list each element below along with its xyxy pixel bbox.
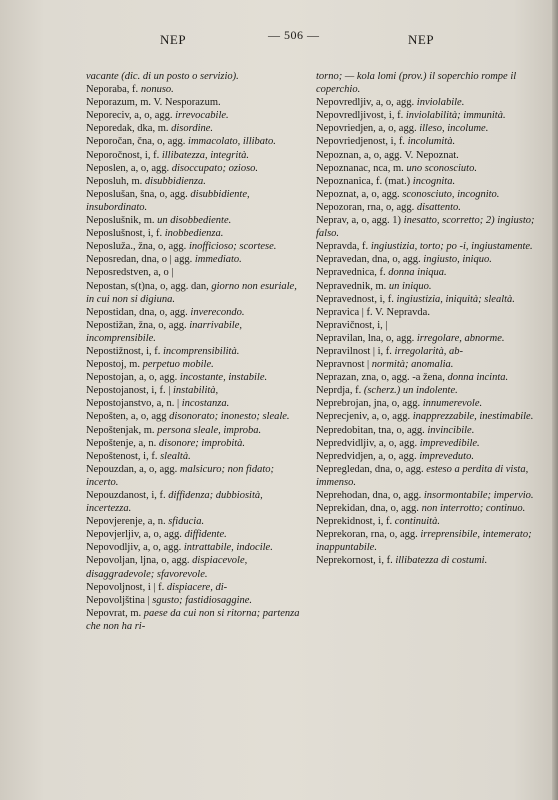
entry-headword: Neposlen, a, o, agg. — [86, 162, 170, 174]
entry-headword: Nepravednica, f. — [316, 267, 386, 279]
dictionary-entry — [86, 188, 300, 214]
entry-translation: continuità. — [394, 516, 440, 528]
entry-headword: Neprebrojan, jna, o, agg. — [316, 398, 421, 410]
entry-translation: diffidente. — [184, 529, 227, 541]
entry-headword: Nepovredljiv, a, o, agg. — [316, 97, 415, 109]
dictionary-entry — [316, 253, 538, 266]
entry-translation: donna incinta. — [447, 372, 509, 384]
dictionary-entry — [86, 227, 300, 240]
entry-translation: malsicuro; non fidato; incerto. — [86, 463, 274, 488]
entry-translation: dispiacere, di- — [166, 581, 228, 593]
dictionary-entry — [316, 162, 538, 175]
entry-translation: inobbedienza. — [164, 228, 224, 240]
entry-headword: Neporazum, m. V. Nesporazum. — [86, 97, 221, 109]
entry-headword: Nepravednik, m. — [316, 280, 387, 292]
entry-headword: Neprekidan, dna, o, agg. — [316, 503, 419, 515]
dictionary-entry — [86, 214, 300, 227]
entry-translation: irreprensibile, intemerato; inappuntabile. — [316, 529, 532, 554]
entry-headword: Neposredan, dna, o | agg. — [86, 254, 193, 266]
entry-translation: donna iniqua. — [388, 267, 447, 279]
dictionary-entry — [316, 188, 538, 201]
dictionary-entry — [316, 201, 538, 214]
dictionary-entry — [316, 319, 538, 332]
entry-translation: inofficioso; scortese. — [188, 241, 277, 253]
entry-translation: esteso a perdita di vista, immenso. — [316, 463, 529, 488]
dictionary-entry — [316, 293, 538, 306]
dictionary-entry — [86, 280, 300, 306]
dictionary-entry — [86, 109, 300, 122]
entry-grammar: f. V. Nepravda. — [366, 306, 430, 318]
entry-translation: torno; — kola lomi (prov.) il soperchio rompe il coperchio. — [316, 71, 517, 96]
dictionary-entry — [316, 306, 538, 319]
entry-headword: Nepovoljan, ljna, o, agg. — [86, 555, 190, 567]
entry-headword: Nepravedan, dna, o, agg. — [316, 254, 421, 266]
dictionary-entry — [86, 450, 300, 463]
entry-translation: persona sleale, improba. — [157, 424, 262, 436]
dictionary-entry — [316, 96, 538, 109]
entry-translation: un disobbediente. — [157, 215, 232, 227]
dictionary-entry — [316, 214, 538, 240]
dictionary-entry — [86, 122, 300, 135]
entry-headword: Nepoštenjak, m. — [86, 424, 155, 436]
entry-translation: perpetuo mobile. — [142, 359, 214, 371]
entry-translation: normità; anomalia. — [371, 359, 454, 371]
entry-translation: (scherz.) un indolente. — [363, 385, 458, 397]
entry-headword: Neposluža., žna, o, agg. — [86, 241, 187, 253]
dictionary-entry — [316, 450, 538, 463]
entry-translation: giorno non esuriale, in cui non si digiuna. — [86, 280, 297, 305]
dictionary-entry — [86, 345, 300, 358]
entry-translation: vacante (dic. di un posto o servizio). — [86, 71, 239, 82]
dictionary-entry — [86, 541, 300, 554]
entry-translation: imprevedibile. — [419, 437, 480, 449]
entry-headword: Nepravda, f. — [316, 241, 369, 253]
dictionary-entry — [86, 135, 300, 148]
entry-headword: Nepozoran, rna, o, agg. — [316, 201, 415, 213]
dictionary-entry — [316, 266, 538, 279]
header-right-guideword: NEP — [408, 32, 435, 47]
entry-headword: Nepostojanost, i, f. | — [86, 385, 171, 397]
entry-headword: Nepoznanica, f. (mat.) — [316, 175, 411, 187]
page-edge-shadow — [552, 0, 558, 800]
entry-headword: Neposluh, m. — [86, 175, 143, 187]
entry-translation: slealtà. — [160, 450, 191, 462]
dictionary-entry — [86, 463, 300, 489]
dictionary-entry — [86, 410, 300, 423]
entry-headword: Nepravičnost, i, | — [316, 319, 388, 331]
entry-headword: Nepostojan, a, o, agg. — [86, 372, 178, 384]
entry-headword: Nepredvidjen, a, o, agg. — [316, 450, 417, 462]
entry-headword: Nepovjerenje, a, n. — [86, 516, 166, 528]
entry-headword: Nepoznat, a, o, agg. — [316, 188, 400, 200]
dictionary-entry — [86, 96, 300, 109]
entry-translation: inarrivabile, incomprensibile. — [86, 319, 243, 344]
dictionary-entry — [86, 306, 300, 319]
dictionary-entry — [316, 397, 538, 410]
entry-translation: instabilità, — [172, 385, 219, 397]
entry-translation: irregolare, abnorme. — [416, 332, 505, 344]
entry-headword: Neporedak, dka, m. — [86, 123, 169, 135]
entry-translation: disubbidienza. — [144, 175, 206, 187]
entry-headword: Neposredstven, a, o | — [86, 267, 174, 279]
entry-translation: illibatezza, integrità. — [161, 149, 250, 161]
entry-translation: invincibile. — [427, 424, 475, 436]
entry-headword: Nepredvidljiv, a, o, agg. — [316, 437, 418, 449]
entry-translation: disubbidiente, insubordinato. — [86, 188, 250, 213]
entry-headword: Nepostan, s(t)na, o, agg. dan, — [86, 280, 209, 292]
entry-translation: ingiustizia, iniquità; slealtà. — [396, 293, 515, 305]
entry-headword: Neposlušnost, i, f. — [86, 228, 163, 240]
entry-headword: Nepošten, a, o, agg — [86, 411, 167, 423]
dictionary-entry — [86, 240, 300, 253]
entry-translation: disonore; improbità. — [158, 437, 246, 449]
entry-translation: innumerevole. — [422, 398, 483, 410]
page-number: — 506 — — [268, 28, 320, 42]
dictionary-entry — [86, 528, 300, 541]
entry-headword: Neprekoran, rna, o, agg. — [316, 529, 418, 541]
entry-translation: illibatezza di costumi. — [395, 555, 488, 567]
dictionary-entry — [86, 384, 300, 397]
entry-headword: Nepoznanac, nca, m. — [316, 162, 404, 174]
entry-translation: paese da cui non si ritorna; partenza che non ha ri- — [86, 607, 300, 632]
dictionary-entry — [316, 122, 538, 135]
entry-headword: Nepovredljivost, i, f. — [316, 110, 404, 122]
dictionary-entry — [86, 554, 300, 580]
dictionary-entry — [86, 358, 300, 371]
entry-translation: disoccupato; ozioso. — [171, 162, 259, 174]
entry-headword: Nepovoljnost, i | — [86, 581, 156, 593]
entry-headword: Nepovrat, m. — [86, 607, 142, 619]
entry-headword: Neprekornost, i, f. — [316, 555, 393, 567]
entry-translation: non interrotto; continuo. — [421, 503, 526, 515]
entry-translation: inviolabile. — [416, 97, 465, 109]
entry-translation: nonuso. — [140, 84, 174, 96]
entry-translation: intrattabile, indocile. — [183, 542, 273, 554]
entry-headword: Neprav, a, o, agg. 1) — [316, 215, 402, 227]
dictionary-entry — [316, 358, 538, 371]
dictionary-entry — [316, 463, 538, 489]
entry-headword: Neposlušan, šna, o, agg. — [86, 188, 188, 200]
entry-headword: Nepostidan, dna, o, agg. — [86, 306, 188, 318]
entry-headword: Neprdja, f. — [316, 385, 362, 397]
dictionary-entry — [86, 607, 300, 633]
dictionary-entry — [316, 70, 538, 96]
entry-translation: un iniquo. — [388, 280, 432, 292]
dictionary-entry — [86, 162, 300, 175]
entry-headword: Nepredobitan, tna, o, agg. — [316, 424, 425, 436]
entry-headword: Nepoštenje, a, n. — [86, 437, 157, 449]
dictionary-entry — [316, 175, 538, 188]
dictionary-entry — [316, 149, 538, 162]
dictionary-entry — [86, 70, 300, 83]
entry-translation: dispiacevole, disaggradevole; sfavorevole. — [86, 555, 248, 580]
entry-headword: Nepravica | — [316, 306, 364, 318]
dictionary-entry — [86, 424, 300, 437]
dictionary-entry — [86, 83, 300, 96]
entry-translation: ingiusto, iniquo. — [423, 254, 492, 266]
entry-translation: sfiducia. — [168, 516, 205, 528]
entry-headword: Nepravilnost | i, f. — [316, 345, 392, 357]
entry-translation: incostanza. — [181, 398, 230, 410]
dictionary-entry — [86, 437, 300, 450]
entry-translation: inapprezzabile, inestimabile. — [412, 411, 534, 423]
entry-headword: Neprehodan, dna, o, agg. — [316, 490, 422, 501]
entry-translation: irregolarità, ab- — [394, 345, 463, 357]
entry-headword: Nepouzdanost, i, f. — [86, 490, 166, 501]
entry-headword: Nepovriedjen, a, o, agg. — [316, 123, 417, 135]
entry-translation: immediato. — [194, 254, 242, 266]
entry-translation: sgusto; fastidiosaggine. — [152, 594, 253, 606]
entry-headword: Nepravilan, lna, o, agg. — [316, 332, 415, 344]
entry-headword: Nepouzdan, a, o, agg. — [86, 463, 178, 475]
entry-headword: Neprazan, zna, o, agg. -a žena, — [316, 372, 445, 384]
entry-headword: Neporočnost, i, f. — [86, 149, 160, 161]
entry-headword: Nepravednost, i, f. — [316, 293, 394, 305]
entry-translation: diffidenza; dubbiosità, incertezza. — [86, 490, 263, 515]
dictionary-entry — [316, 502, 538, 515]
entry-headword: Nepostoj, m. — [86, 359, 140, 371]
dictionary-entry — [316, 384, 538, 397]
entry-headword: Nepovodljiv, a, o, agg. — [86, 542, 182, 554]
entry-headword: Neporočan, čna, o, agg. — [86, 136, 186, 148]
dictionary-entry — [86, 149, 300, 162]
entry-grammar: f. — [158, 581, 165, 593]
entry-headword: Neprecjeniv, a, o, agg. — [316, 411, 411, 423]
entry-headword: Nepostojanstvo, a, n. | — [86, 398, 180, 410]
dictionary-entry — [316, 424, 538, 437]
entry-translation: irrevocabile. — [175, 110, 229, 122]
dictionary-entry — [316, 345, 538, 358]
dictionary-entry — [86, 371, 300, 384]
dictionary-entry — [316, 489, 538, 502]
dictionary-entry — [316, 410, 538, 423]
entry-headword: Neposlušnik, m. — [86, 215, 155, 227]
entry-headword: Nepoštenost, i, f. — [86, 450, 158, 462]
dictionary-entry — [316, 371, 538, 384]
dictionary-entry — [86, 175, 300, 188]
dictionary-entry — [316, 280, 538, 293]
header-left-guideword: NEP — [160, 32, 187, 47]
entry-headword: Nepovjerljiv, a, o, agg. — [86, 529, 182, 541]
dictionary-entry — [86, 319, 300, 345]
dictionary-entry — [86, 515, 300, 528]
dictionary-entry — [316, 109, 538, 122]
entry-headword: Nepostižnost, i, f. — [86, 345, 161, 357]
right-column — [316, 70, 538, 568]
entry-translation: incolumità. — [407, 136, 456, 148]
entry-translation: impreveduto. — [419, 450, 474, 462]
entry-headword: Nepregledan, dna, o, agg. — [316, 463, 424, 475]
entry-translation: ingiustizia, torto; po -i, ingiustamente. — [370, 241, 533, 253]
dictionary-entry — [316, 240, 538, 253]
entry-headword: Nepovoljština | — [86, 594, 150, 606]
dictionary-entry — [316, 135, 538, 148]
dictionary-entry — [86, 594, 300, 607]
dictionary-entry — [86, 581, 300, 594]
dictionary-entry — [86, 489, 300, 515]
left-column — [86, 70, 300, 633]
dictionary-entry — [316, 515, 538, 528]
entry-headword: Neporeciv, a, o, agg. — [86, 110, 173, 122]
entry-translation: disordine. — [171, 123, 214, 135]
dictionary-entry — [86, 253, 300, 266]
entry-translation: inviolabilità; immunità. — [405, 110, 506, 122]
entry-translation: insormontabile; impervio. — [423, 490, 534, 501]
entry-translation: uno sconosciuto. — [406, 162, 477, 174]
dictionary-entry — [316, 528, 538, 554]
entry-translation: disattento. — [416, 201, 461, 213]
entry-translation: incognita. — [412, 175, 456, 187]
entry-translation: inesatto, scorretto; 2) ingiusto; falso. — [316, 215, 535, 240]
entry-translation: inverecondo. — [190, 306, 245, 318]
entry-translation: sconosciuto, incognito. — [402, 188, 500, 200]
dictionary-entry — [316, 437, 538, 450]
entry-headword: Neprekidnost, i, f. — [316, 516, 393, 528]
entry-translation: immacolato, illibato. — [188, 136, 276, 148]
dictionary-entry — [316, 554, 538, 567]
entry-translation: incomprensibilità. — [163, 345, 240, 357]
dictionary-entry — [316, 332, 538, 345]
entry-translation: incostante, instabile. — [179, 372, 268, 384]
entry-headword: Nepoznan, a, o, agg. V. Nepoznat. — [316, 149, 459, 161]
entry-translation: illeso, incolume. — [419, 123, 489, 135]
dictionary-entry — [86, 397, 300, 410]
entry-translation: disonorato; inonesto; sleale. — [169, 411, 290, 423]
entry-headword: Neporaba, f. — [86, 84, 139, 96]
dictionary-entry — [86, 266, 300, 279]
page-header — [0, 28, 558, 52]
entry-headword: Nepovriedjenost, i, f. — [316, 136, 405, 148]
entry-headword: Nepostižan, žna, o, agg. — [86, 319, 187, 331]
entry-headword: Nepravnost | — [316, 359, 370, 371]
